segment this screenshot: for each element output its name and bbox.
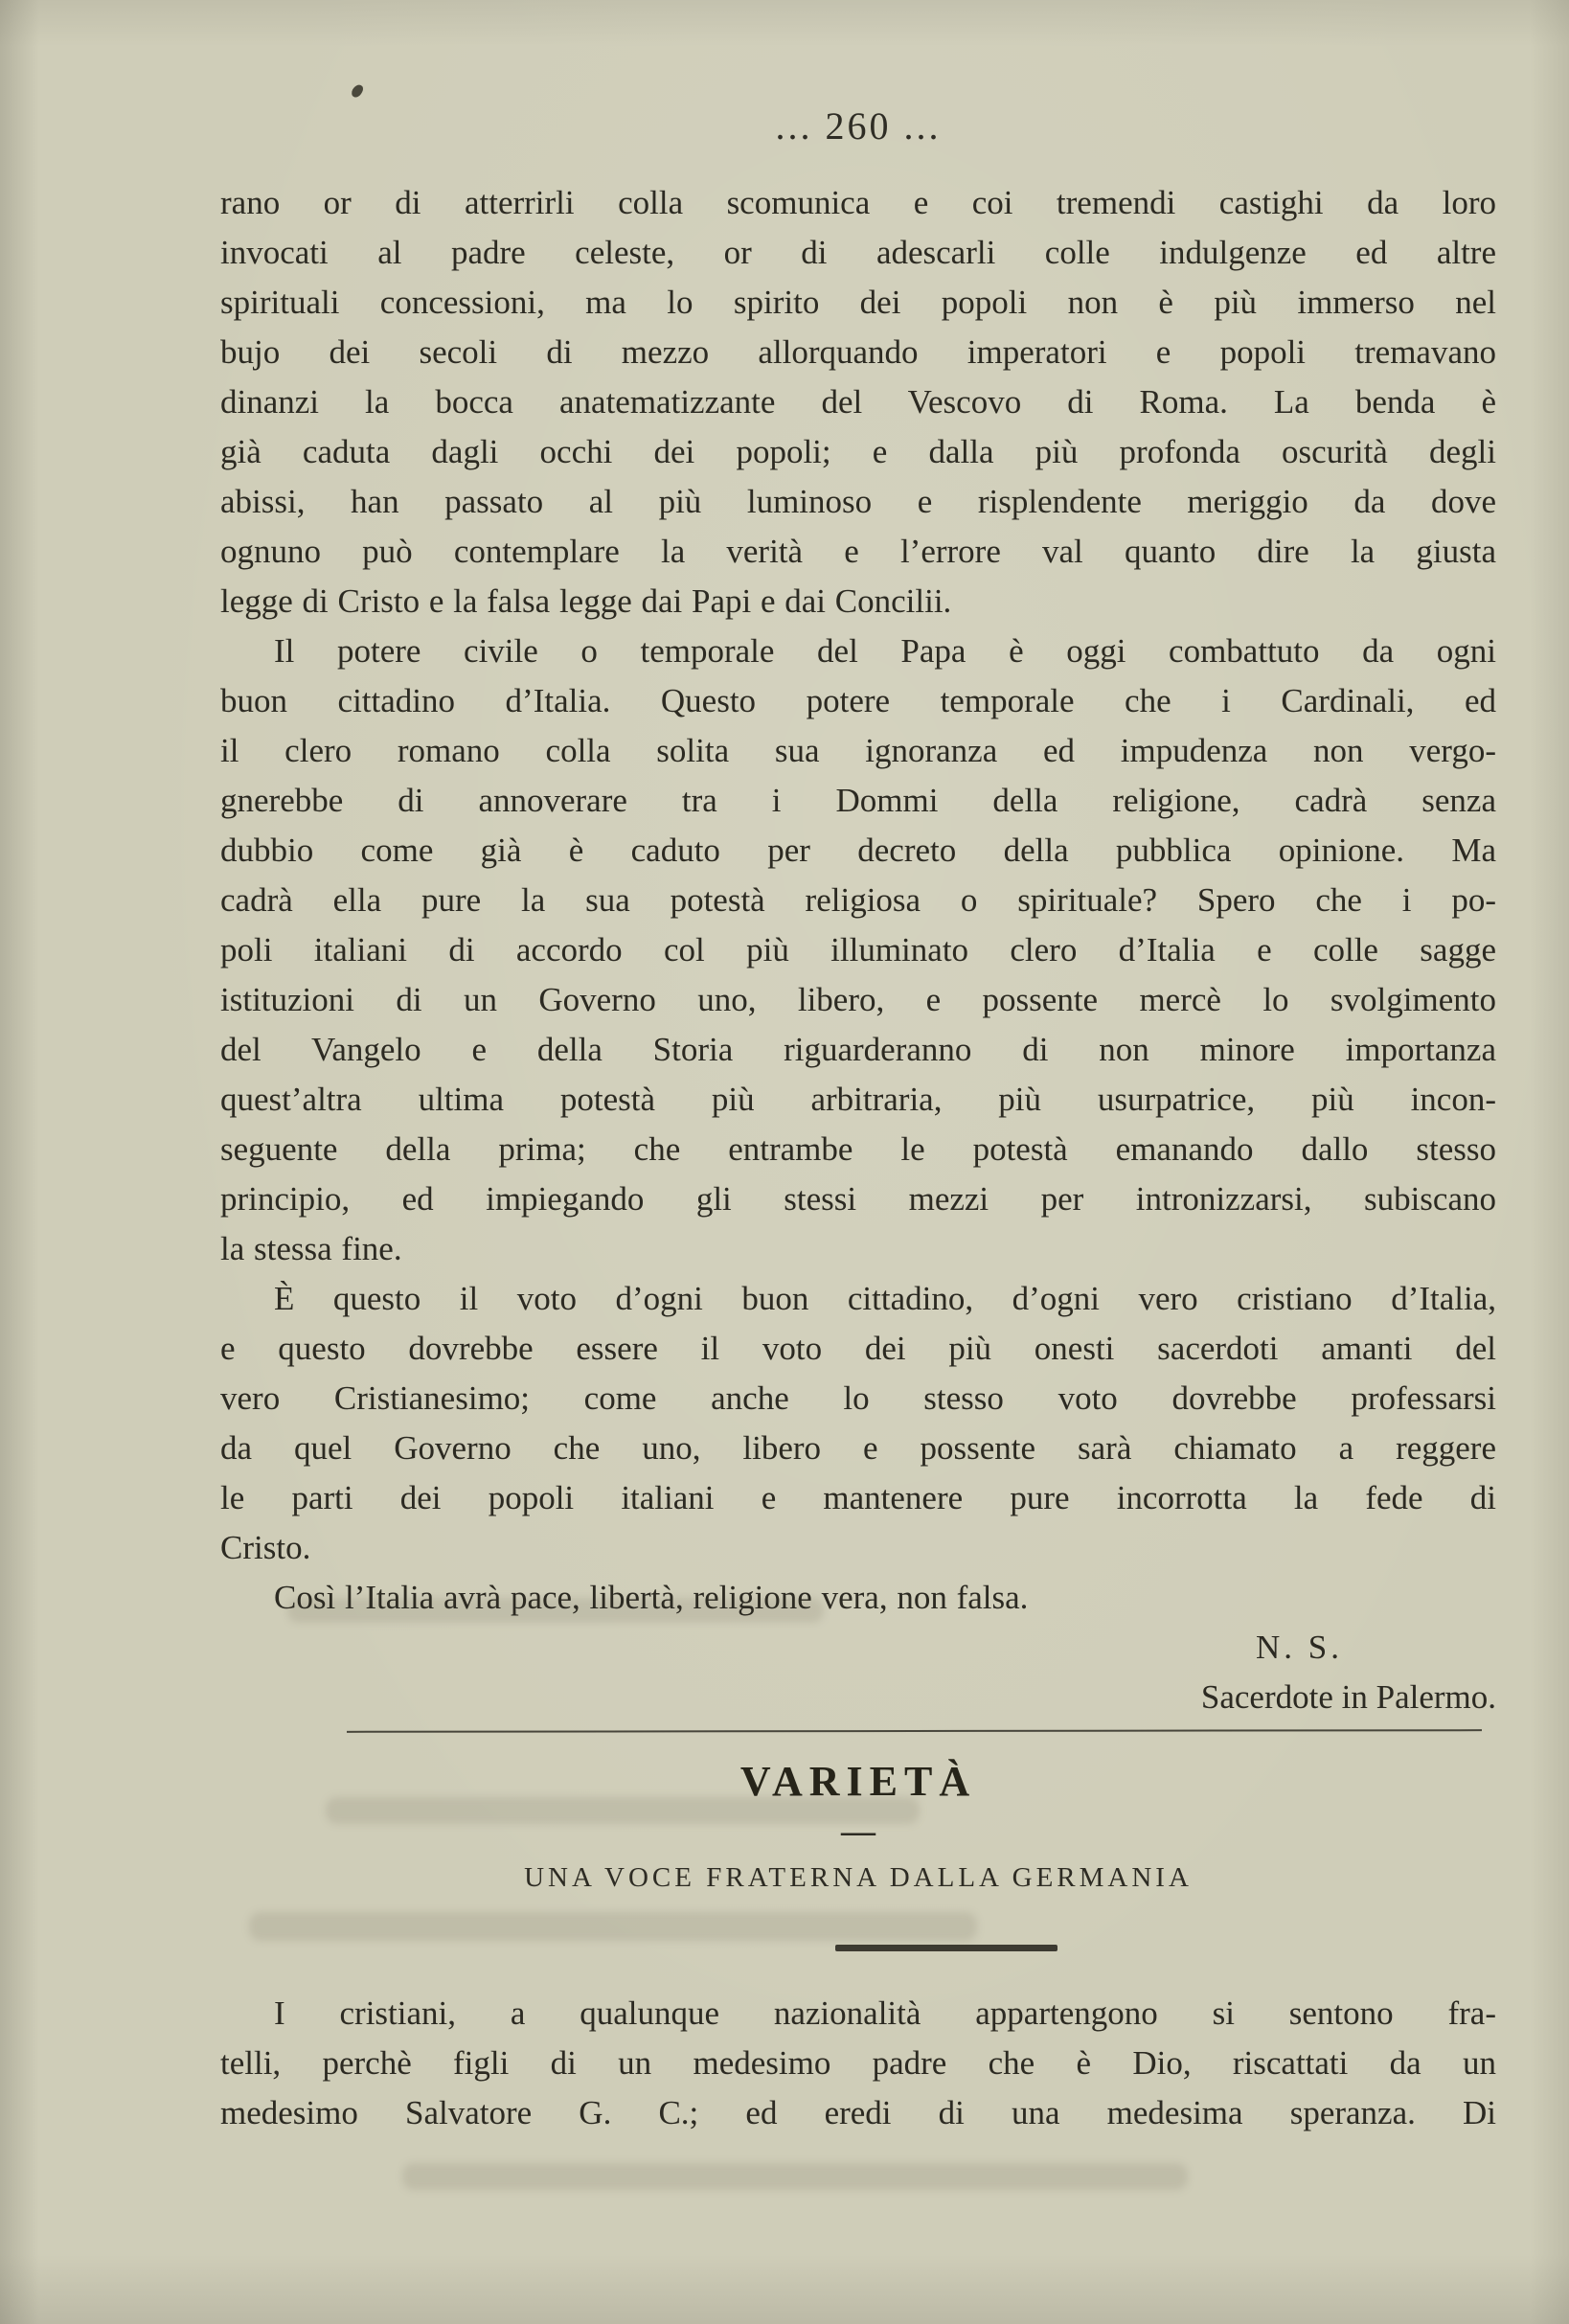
text-line: Cristo.: [220, 1529, 311, 1566]
paragraph-article-opening: [220, 1989, 1496, 2138]
heading-separator-dash: —: [841, 1811, 875, 1850]
text-line: bujo dei secoli di mezzo allorquando imperatori e popoli tremavano: [220, 333, 1496, 371]
text-line: il clero romano colla solita sua ignoranza ed impudenza non vergo-: [220, 732, 1496, 769]
bleedthrough-smudge: [402, 2163, 1188, 2190]
signature-block: [220, 1623, 1496, 1722]
text-line: principio, ed impiegando gli stessi mezzi per intronizzarsi, subiscano: [220, 1180, 1496, 1218]
text-line: gnerebbe di annoverare tra i Dommi della religione, cadrà senza: [220, 782, 1496, 819]
text-line: quest’altra ultima potestà più arbitraria, più usurpatrice, più incon-: [220, 1081, 1496, 1118]
text-line: del Vangelo e della Storia riguarderanno di non minore importanza: [220, 1031, 1496, 1068]
text-line: telli, perchè figli di un medesimo padre che è Dio, riscattati da un: [220, 2044, 1496, 2082]
paragraph-continuation: [220, 178, 1496, 627]
text-line: vero Cristianesimo; come anche lo stesso voto dovrebbe professarsi: [220, 1379, 1496, 1417]
text-line: legge di Cristo e la falsa legge dai Papi e dai Concilii.: [220, 582, 952, 620]
bleedthrough-smudge: [249, 1912, 977, 1941]
text-line: buon cittadino d’Italia. Questo potere temporale che i Cardinali, ed: [220, 682, 1496, 719]
signature-role: Sacerdote in Palermo.: [1200, 1678, 1496, 1716]
text-line: le parti dei popoli italiani e mantenere pure incorrotta la fede di: [220, 1479, 1496, 1516]
article-title-una-voce-fraterna: UNA VOCE FRATERNA DALLA GERMANIA: [524, 1862, 1193, 1893]
text-line: abissi, han passato al più luminoso e risplendente meriggio da dove: [220, 483, 1496, 520]
text-line: Così l’Italia avrà pace, libertà, religione vera, non falsa.: [274, 1579, 1029, 1616]
text-line: cadrà ella pure la sua potestà religiosa o spirituale? Spero che i po-: [220, 881, 1496, 919]
text-line: spirituali concessioni, ma lo spirito dei popoli non è più immerso nel: [220, 284, 1496, 321]
paragraph-citizen-wish: [220, 1274, 1496, 1573]
signature-initials: N. S.: [1256, 1629, 1343, 1666]
ink-speck: [350, 82, 364, 99]
text-line: istituzioni di un Governo uno, libero, e possente mercè lo svolgimento: [220, 981, 1496, 1018]
paragraph-closing-line: [220, 1573, 1496, 1623]
text-line: e questo dovrebbe essere il voto dei più onesti sacerdoti amanti del: [220, 1330, 1496, 1367]
text-line: dinanzi la bocca anatematizzante del Vescovo di Roma. La benda è: [220, 383, 1496, 421]
main-text-block: [220, 178, 1496, 1722]
text-line: medesimo Salvatore G. C.; ed eredi di una medesima speranza. Di: [220, 2094, 1496, 2131]
text-line: invocati al padre celeste, or di adescarli colle indulgenze ed altre: [220, 234, 1496, 271]
section-heading-varieta: VARIETÀ: [739, 1758, 977, 1805]
text-line: già caduta dagli occhi dei popoli; e dalla più profonda oscurità degli: [220, 433, 1496, 470]
text-line: ognuno può contemplare la verità e l’errore val quanto dire la giusta: [220, 533, 1496, 570]
article-divider-rule: [835, 1945, 1057, 1951]
paragraph-papal-power: [220, 627, 1496, 1274]
text-line: Il potere civile o temporale del Papa è oggi combattuto da ogni: [274, 632, 1496, 670]
text-line: seguente della prima; che entrambe le potestà emanando dallo stesso: [220, 1130, 1496, 1168]
section-divider-rule: [347, 1729, 1482, 1733]
page-number: ... 260 ...: [775, 104, 942, 148]
text-line: poli italiani di accordo col più illuminato clero d’Italia e colle sagge: [220, 931, 1496, 968]
text-line: rano or di atterrirli colla scomunica e coi tremendi castighi da loro: [220, 184, 1496, 221]
text-line: la stessa fine.: [220, 1230, 402, 1267]
text-line: È questo il voto d’ogni buon cittadino, d’ogni vero cristiano d’Italia,: [274, 1280, 1496, 1317]
text-line: I cristiani, a qualunque nazionalità appartengono si sentono fra-: [274, 1994, 1496, 2032]
text-line: da quel Governo che uno, libero e possente sarà chiamato a reggere: [220, 1429, 1496, 1467]
text-line: dubbio come già è caduto per decreto della pubblica opinione. Ma: [220, 832, 1496, 869]
